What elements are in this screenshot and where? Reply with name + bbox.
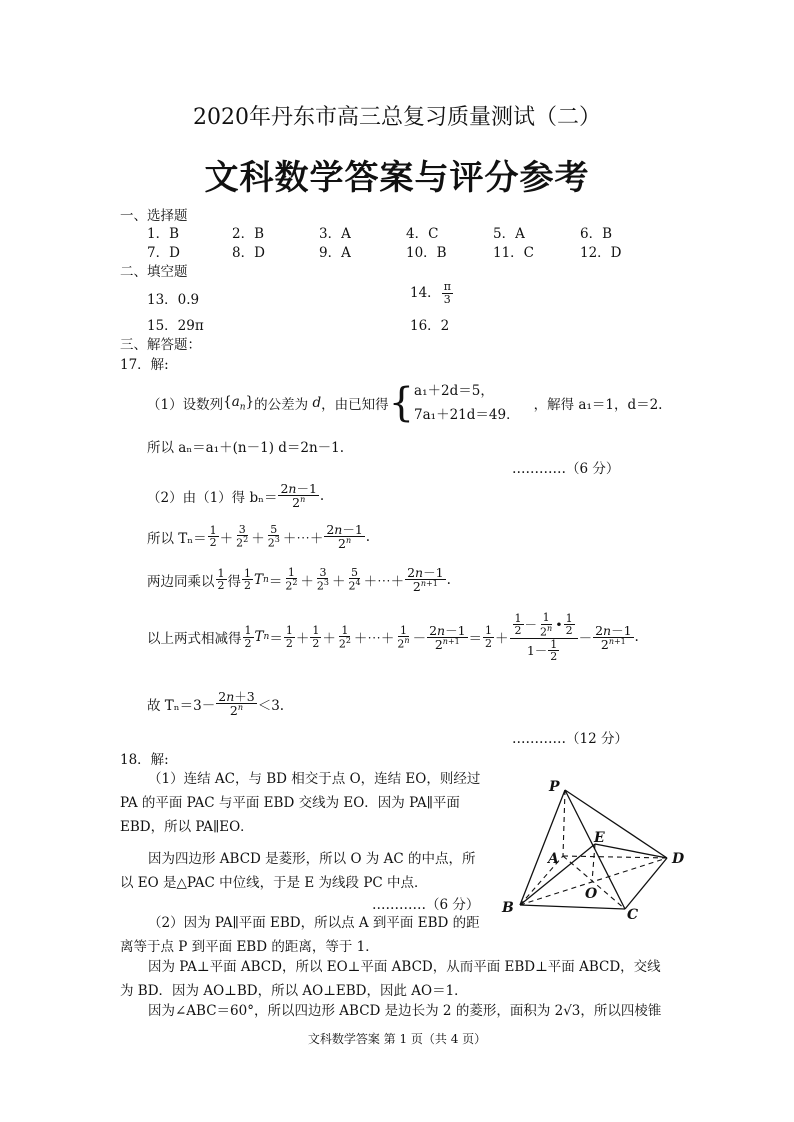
answer-14-fraction bbox=[442, 281, 453, 305]
q17-eq1: a₁＋2d＝5， bbox=[414, 382, 494, 399]
choice-answer-1: 1．B bbox=[147, 226, 180, 242]
edge-CD bbox=[625, 858, 667, 909]
answer-13: 13．0.9 bbox=[147, 292, 200, 308]
page-title: 2020年丹东市高三总复习质量测试（二） bbox=[193, 105, 601, 130]
q17-var-d: d bbox=[312, 395, 322, 411]
fig-label-B: B bbox=[502, 900, 514, 916]
q17-system-brace: { bbox=[388, 380, 415, 426]
q18-p1: （1）连结 AC，与 BD 相交于点 O，连结 EO，则经过 PA 的平面 PAC 与平面 EBD 交线为 EO．因为 PA∥平面 EBD，所以 PA∥EO． bbox=[120, 771, 481, 835]
q17-part1-known: ，由已知得 bbox=[321, 397, 389, 413]
choice-answer-8: 8．D bbox=[232, 245, 265, 261]
section-heading-fill: 二、填空题 bbox=[120, 264, 188, 280]
q18-label: 18．解: bbox=[120, 752, 169, 768]
q17-part2-lead: （2）由（1）得 bₙ＝ bbox=[147, 489, 278, 506]
fig-label-C: C bbox=[627, 907, 639, 922]
q17-tn-lead: 所以 Tₙ＝ bbox=[147, 530, 207, 547]
q17-half-line: 两边同乘以 1 2 得 1 2 T n ＝ 1 $2^2$ ＋ 3 $2^3$ ＋ 5 $2^4$ ＋⋯＋ 2n－1 $2^{n+1}$ . bbox=[147, 565, 451, 595]
answer-16: 16．2 bbox=[410, 318, 450, 334]
q18-p3: （2）因为 PA∥平面 EBD，所以点 A 到平面 EBD 的距离等于点 P 到平面 EBD 的距离，等于 1． bbox=[120, 915, 480, 955]
answer-15: 15．29π bbox=[147, 318, 204, 334]
section-heading-solve: 三、解答题： bbox=[120, 337, 201, 353]
q17-part1-mid: 的公差为 bbox=[254, 397, 309, 413]
choice-answer-3: 3．A bbox=[319, 226, 351, 242]
answer-14 bbox=[410, 281, 454, 306]
edge-PA bbox=[563, 790, 565, 856]
choice-answer-2: 2．B bbox=[232, 226, 265, 242]
q17-part1-tail: ，解得 a₁＝1，d＝2. bbox=[533, 397, 663, 413]
pyramid-figure bbox=[495, 772, 720, 922]
choice-answer-12: 12．D bbox=[580, 245, 622, 261]
q17-sub-lead: 以上两式相减得 bbox=[147, 631, 242, 648]
fig-label-E: E bbox=[594, 830, 605, 846]
q17-final-lead: 故 Tₙ＝3－ bbox=[147, 697, 216, 714]
q17-part1 bbox=[147, 380, 663, 426]
answer-14-den: 3 bbox=[443, 293, 451, 306]
q17-bn-frac: 2n－1 2$^n$ bbox=[280, 481, 317, 511]
edge-BC bbox=[520, 905, 625, 909]
fig-label-O: O bbox=[585, 886, 598, 902]
q17-part1-lead: （1）设数列 bbox=[147, 397, 224, 413]
q17-label: 17．解: bbox=[120, 357, 169, 373]
fig-label-A: A bbox=[548, 851, 559, 867]
q18-p5: 因为∠ABC＝60°，所以四边形 ABCD 是边长为 2 的菱形，面积为 2√3，所以四棱锥 bbox=[148, 1003, 662, 1019]
page-footer: 文科数学答案 第 1 页（共 4 页） bbox=[307, 1032, 487, 1046]
q17-part2: （2）由（1）得 bₙ＝ 2n－1 2$^n$ . bbox=[147, 481, 325, 511]
choice-answer-10: 10．B bbox=[406, 245, 447, 261]
choice-answer-4: 4．C bbox=[406, 226, 439, 242]
q17-eq2: 7a₁＋21d＝49． bbox=[414, 407, 520, 423]
q17-tn-line: 所以 Tₙ＝ 1 2 ＋ 3 $2^2$ ＋ 5 $2^3$ ＋⋯＋ 2n－1 2$^n$ . bbox=[147, 522, 371, 552]
choice-answer-11: 11．C bbox=[493, 245, 535, 261]
section-heading-choice: 一、选择题 bbox=[120, 208, 188, 224]
page-subtitle: 文科数学答案与评分参考 bbox=[204, 158, 590, 198]
q17-half-lead: 两边同乘以 bbox=[147, 573, 215, 590]
edge-PB bbox=[520, 790, 565, 905]
q18-p4: 因为 PA⊥平面 ABCD，所以 EO⊥平面 ABCD，从而平面 EBD⊥平面 ABCD，交线为 BD．因为 AO⊥BD，所以 AO⊥EBD，因此 AO＝1． bbox=[120, 959, 661, 999]
q17-system bbox=[414, 379, 520, 428]
q18-p2: 因为四边形 ABCD 是菱形，所以 O 为 AC 的中点，所以 EO 是△PAC 中位线，于是 E 为线段 PC 中点． bbox=[120, 851, 476, 891]
q17-half-de: 得 bbox=[227, 573, 241, 590]
choice-answer-5: 5．A bbox=[493, 226, 525, 242]
choice-answer-6: 6．B bbox=[580, 226, 613, 242]
q17-score1: …………（6 分） bbox=[512, 461, 620, 477]
q17-final-line: 故 Tₙ＝3－ 2n＋3 2$^n$ ＜3. bbox=[147, 689, 285, 719]
q17-score2: …………（12 分） bbox=[512, 731, 628, 747]
answer-14-label: 14． bbox=[410, 285, 441, 301]
fig-label-P: P bbox=[549, 779, 560, 795]
q17-final-tail: ＜3. bbox=[257, 697, 285, 714]
choice-answer-7: 7．D bbox=[147, 245, 180, 261]
answer-14-num: π bbox=[443, 280, 451, 294]
fig-label-D: D bbox=[672, 851, 685, 867]
q18-score1: …………（6 分） bbox=[372, 897, 480, 913]
q17-sub-line: 以上两式相减得 1 2 T n ＝ 1 2 ＋ 1 2 ＋ 1 $2^2$ ＋⋯＋ 1 2$^n$ － 2n－1 $2^{n+1}$ ＝ 1 2 ＋ 1 2 － 1 2$^n$ • 1 2 1－ 1 2 － 2n－1 $2^{n+1}$ . bbox=[147, 611, 639, 664]
q17-seq-symbol: $\{a_n\}$ bbox=[223, 393, 255, 413]
choice-answer-9: 9．A bbox=[319, 245, 351, 261]
q17-line2: 所以 aₙ＝a₁＋(n－1) d＝2n－1. bbox=[147, 440, 345, 456]
